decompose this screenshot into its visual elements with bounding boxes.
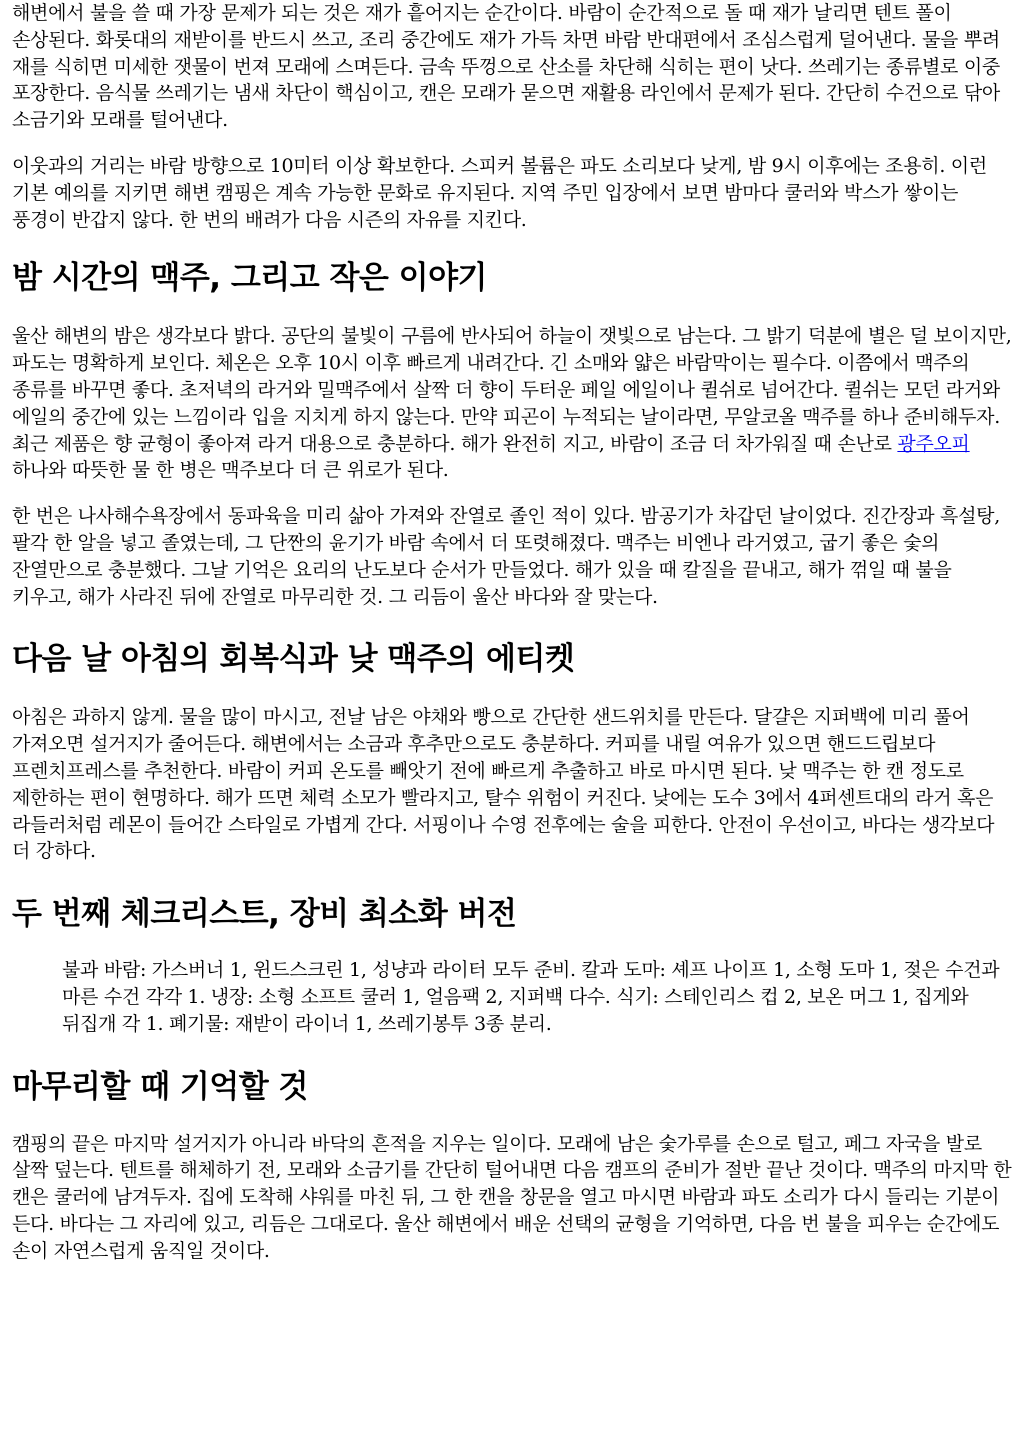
heading-night-beer: 밤 시간의 맥주, 그리고 작은 이야기: [12, 260, 487, 297]
morning-paragraph: 아침은 과하지 않게. 물을 많이 마시고, 전날 남은 야채와 빵으로 간단한 샌드위치를 만든다. 달걀은 지퍼백에 미리 풀어 가져오면 설거지가 줄어든다. 해변에서는 소금과 후추만으로도 충분하다. 커피를 내릴 여유가 있으면 핸드드립보다 프렌치프레스를 추천한다. 바람이 커피 온도를 빼앗기 전에 빠르게 추출하고 바로 마시면 된다. 낮 맥주는 한 캔 정도로 제한하는 편이 현명하다. 해가 뜨면 체력 소모가 빨라지고, 탈수 위험이 커진다. 낮에는 도수 3에서 4퍼센트대의 라거 혹은 라들러처럼 레몬이 들어간 스타일로 가볍게 간다. 서핑이나 수영 전후에는 술을 피한다. 안전이 우선이고, 바다는 생각보다 더 강하다.: [12, 706, 995, 863]
heading-second-checklist: 두 번째 체크리스트, 장비 최소화 버전: [12, 896, 517, 933]
intro-paragraph-ash-and-waste: 해변에서 불을 쓸 때 가장 문제가 되는 것은 재가 흩어지는 순간이다. 바람이 순간적으로 돌 때 재가 날리면 텐트 폴이 손상된다. 화롯대의 재받이를 반드시 쓰고, 조리 중간에도 재가 가득 차면 바람 반대편에서 조심스럽게 덜어낸다. 물을 뿌려 재를 식히면 미세한 잿물이 번져 모래에 스며든다. 금속 뚜껑으로 산소를 차단해 식히는 편이 낫다. 쓰레기는 종류별로 이중 포장한다. 음식물 쓰레기는 냄새 차단이 핵심이고, 캔은 모래가 묻으면 재활용 라인에서 문제가 된다. 간단히 수건으로 닦아 소금기와 모래를 털어낸다.: [12, 2, 1000, 132]
night-paragraph-ulsan-beach: [12, 323, 1012, 484]
article-body: [12, 0, 1012, 1265]
inline-link[interactable]: 광주오피: [897, 432, 970, 455]
checklist-text: 불과 바람: 가스버너 1, 윈드스크린 1, 성냥과 라이터 모두 준비. 칼과 도마: 셰프 나이프 1, 소형 도마 1, 젖은 수건과 마른 수건 각각 1. 냉장: 소형 소프트 쿨러 1, 얼음팩 2, 지퍼백 다수. 식기: 스테인리스 컵 2, 보온 머그 1, 집게와 뒤집개 각 1. 폐기물: 재받이 라이너 1, 쓰레기봉투 3종 분리.: [62, 959, 1000, 1035]
checklist-blockquote: [62, 957, 1012, 1037]
intro-paragraph-neighbor-etiquette: 이웃과의 거리는 바람 방향으로 10미터 이상 확보한다. 스피커 볼륨은 파도 소리보다 낮게, 밤 9시 이후에는 조용히. 이런 기본 예의를 지키면 해변 캠핑은 계속 가능한 문화로 유지된다. 지역 주민 입장에서 보면 밤마다 쿨러와 박스가 쌓이는 풍경이 반갑지 않다. 한 번의 배려가 다음 시즌의 자유를 지킨다.: [12, 154, 987, 231]
heading-morning-recovery: 다음 날 아침의 회복식과 낮 맥주의 에티켓: [12, 641, 575, 678]
night-paragraph-text-before-link: 울산 해변의 밤은 생각보다 밝다. 공단의 불빛이 구름에 반사되어 하늘이 잿빛으로 남는다. 그 밝기 덕분에 별은 덜 보이지만, 파도는 명확하게 보인다. 체온은 오후 10시 이후 빠르게 내려간다. 긴 소매와 얇은 바람막이는 필수다. 이쯤에서 맥주의 종류를 바꾸면 좋다. 초저녁의 라거와 밀맥주에서 살짝 더 향이 두터운 페일 에일이나 퀼쉬로 넘어간다. 퀼쉬는 모던 라거와 에일의 중간에 있는 느낌이라 입을 지치게 하지 않는다. 만약 피곤이 누적되는 날이라면, 무알코올 맥주를 하나 준비해두자. 최근 제품은 향 균형이 좋아져 라거 대용으로 충분하다. 해가 완전히 지고, 바람이 조금 더 차가워질 때 손난로: [12, 325, 1012, 455]
heading-closing: 마무리할 때 기억할 것: [12, 1068, 308, 1105]
night-paragraph-dongpayuk-story: 한 번은 나사해수욕장에서 동파육을 미리 삶아 가져와 잔열로 졸인 적이 있다. 밤공기가 차갑던 날이었다. 진간장과 흑설탕, 팔각 한 알을 넣고 졸였는데, 그 단짠의 윤기가 바람 속에서 더 또렷해졌다. 맥주는 비엔나 라거였고, 굽기 좋은 숯의 잔열만으로 충분했다. 그날 기억은 요리의 난도보다 순서가 만들었다. 해가 있을 때 칼질을 끝내고, 해가 꺾일 때 불을 키우고, 해가 사라진 뒤에 잔열로 마무리한 것. 그 리듬이 울산 바다와 잘 맞는다.: [12, 505, 1000, 608]
closing-paragraph: 캠핑의 끝은 마지막 설거지가 아니라 바닥의 흔적을 지우는 일이다. 모래에 남은 숯가루를 손으로 털고, 페그 자국을 발로 살짝 덮는다. 텐트를 해체하기 전, 모래와 소금기를 간단히 털어내면 다음 캠프의 준비가 절반 끝난 것이다. 맥주의 마지막 한 캔은 쿨러에 남겨두자. 집에 도착해 샤워를 마친 뒤, 그 한 캔을 창문을 열고 마시면 바람과 파도 소리가 다시 들리는 기분이 든다. 바다는 그 자리에 있고, 리듬은 그대로다. 울산 해변에서 배운 선택의 균형을 기억하면, 다음 번 불을 피우는 순간에도 손이 자연스럽게 움직일 것이다.: [12, 1132, 1012, 1262]
night-paragraph-text-after-link: 하나와 따뜻한 물 한 병은 맥주보다 더 큰 위로가 된다.: [12, 459, 449, 482]
